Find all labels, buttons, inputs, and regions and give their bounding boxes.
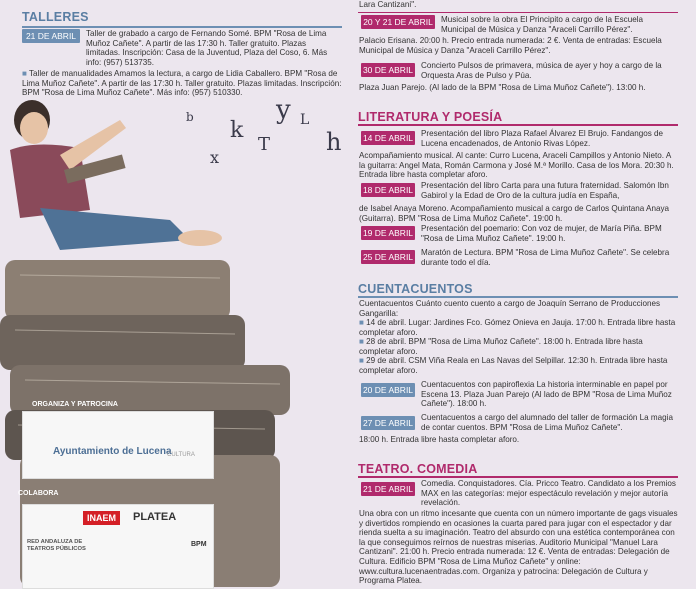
cuenta-item-1-label: 14 de abril. Lugar: Jardines Fco. Gómez Onieva en Jauja. 17:00 h. Entrada libre hasta completar aforo. bbox=[359, 318, 676, 337]
letter-y-decoration: y bbox=[276, 95, 291, 125]
boy-feet bbox=[178, 230, 222, 246]
letter-l-decoration: L bbox=[300, 112, 310, 128]
boy-face bbox=[20, 112, 48, 144]
bullet-icon: ■ bbox=[359, 356, 367, 365]
cuenta-item-3 bbox=[359, 356, 679, 375]
bullet-icon: ■ bbox=[359, 318, 367, 327]
date-badge: 18 DE ABRIL bbox=[362, 185, 414, 195]
cuenta-intro: Cuentacuentos Cuánto cuento cuento a cargo de Joaquín Serrano de Producciones Gangarilla: bbox=[359, 299, 661, 318]
bullet-icon: ■ bbox=[22, 69, 29, 78]
date-badge: 21 DE ABRIL bbox=[22, 29, 80, 43]
continued-text: Lara Cantizani". bbox=[359, 0, 417, 9]
date-badge: 14 DE ABRIL bbox=[362, 133, 414, 143]
bpm-logo: BPM bbox=[191, 541, 207, 548]
colabora-label: COLABORA bbox=[18, 490, 59, 497]
date-badge: 21 DE ABRIL bbox=[362, 484, 414, 494]
cuenta-item-3-label: 29 de abril. CSM Viña Reala en Las Navas del Selpillar. 12:30 h. Entrada libre hasta completar aforo. bbox=[359, 356, 668, 375]
teatro-detail: Una obra con un ritmo incesante que cuenta con un número importante de gags visuales y divertidos rompiendo en ocasiones la cuarta pared para jugar con el espectador y dar rienda suelta a su imaginación. Teatro del absurdo con una estética contemporánea con la que conseguimos reírnos de nuestras miserias. Auditorio Municipal "Manuel Lara Cantizani". 21:00 h. Precio entrada numerada: 12 €. Venta de entradas: Delegación de Cultura. Edificio BPM "Rosa de Lima Muñoz Cañete" y online: www.cultura.lucenaentradas.com. Organiza y patrocina: Delegación de Cultura y Programa Platea. bbox=[359, 509, 678, 586]
event-concierto-detail: Plaza Juan Parejo. (Al lado de la BPM "Rosa de Lima Muñoz Cañete"). 13:00 h. bbox=[359, 83, 646, 92]
cultura-label: CULTURA bbox=[167, 452, 195, 458]
event-principito-title: Musical sobre la obra El Principito a cargo de la Escuela Municipal de Música y Danza "Araceli Carrillo Pérez". bbox=[441, 15, 643, 34]
platea-logo: PLATEA bbox=[133, 511, 177, 523]
section-title-teatro: TEATRO. COMEDIA bbox=[358, 462, 478, 476]
letter-h-decoration: h bbox=[326, 128, 342, 156]
letter-x-decoration: x bbox=[210, 148, 220, 167]
section-title-cuentacuentos: CUENTACUENTOS bbox=[358, 282, 473, 296]
lit-4-title: Maratón de Lectura. BPM "Rosa de Lima Muñoz Cañete". Se celebra durante todo el día. bbox=[421, 248, 670, 267]
cuenta-item-2 bbox=[359, 337, 679, 356]
top-rule bbox=[358, 12, 678, 13]
taller-2-text bbox=[22, 69, 342, 98]
letter-b-decoration: b bbox=[186, 110, 194, 124]
lit-3-title: Presentación del poemario: Con voz de mujer, de María Piña. BPM "Rosa de Lima Muñoz Cañete". 19:00 h. bbox=[421, 224, 662, 243]
inaem-logo: INAEM bbox=[83, 511, 120, 525]
section-rule bbox=[358, 124, 678, 126]
section-rule bbox=[22, 26, 342, 28]
teatro-title: Comedia. Conquistadores. Cía. Pricco Teatro. Candidato a los Premios MAX en las categorías: mejor espectáculo revelación y mejor autoría revelación. bbox=[421, 479, 676, 508]
date-badge: 25 DE ABRIL bbox=[362, 252, 414, 262]
cuenta-event-1-title: Cuentacuentos con papiroflexia La historia interminable en papel por Escena 13. Plaza Juan Parejo (Al lado de BPM "Rosa de Lima Muñoz Cañete"). 18:00 h. bbox=[421, 380, 672, 409]
colaboradores-logo-box bbox=[22, 504, 214, 589]
letter-k-decoration: k bbox=[230, 118, 244, 143]
event-principito-detail: Palacio Erisana. 20:00 h. Precio entrada numerada: 2 €. Venta de entradas: Escuela Municipal de Música y Danza "Araceli Carrillo Pérez". bbox=[359, 36, 662, 55]
date-badge: 27 DE ABRIL bbox=[362, 418, 414, 428]
cuenta-item-1 bbox=[359, 318, 679, 337]
ayuntamiento-logo-box bbox=[22, 411, 214, 479]
letter-t-decoration: T bbox=[258, 134, 271, 155]
lit-2-title: Presentación del libro Carta para una futura fraternidad. Salomón Ibn Gabirol y la Edad de Oro de la cultura judía en España, bbox=[421, 181, 669, 200]
book-1 bbox=[5, 260, 230, 320]
lit-1-title: Presentación del libro Plaza Rafael Álvarez El Brujo. Fandangos de Lucena encadenados, de Antonio Rivas López. bbox=[421, 129, 664, 148]
cuenta-item-2-label: 28 de abril. BPM "Rosa de Lima Muñoz Cañete". 18:00 h. Entrada libre hasta completar aforo. bbox=[359, 337, 643, 356]
event-concierto-title: Concierto Pulsos de primavera, música de ayer y hoy a cargo de la Orquesta Aras de Pulso y Púa. bbox=[421, 61, 662, 80]
section-rule bbox=[358, 296, 678, 298]
cuenta-event-2-title: Cuentacuentos a cargo del alumnado del taller de formación La magia de contar cuentos. BPM "Rosa de Lima Muñoz Cañete". bbox=[421, 413, 673, 432]
taller-2-label: Taller de manualidades Amamos la lectura, a cargo de Lidia Caballero. BPM "Rosa de Lima Muñoz Cañete". A partir de las 17:30 h. Taller gratuito. Plazas limitadas. Inscripción: BPM "Rosa de Lima Muñoz Cañete". Más info: (957) 510330. bbox=[22, 69, 342, 98]
section-rule bbox=[358, 476, 678, 478]
boy-jeans bbox=[40, 208, 190, 250]
date-badge: 20 Y 21 DE ABRIL bbox=[361, 15, 435, 29]
date-badge: 20 DE ABRIL bbox=[362, 385, 414, 395]
cuenta-event-2-detail: 18:00 h. Entrada libre hasta completar aforo. bbox=[359, 435, 520, 444]
taller-1-text: Taller de grabado a cargo de Fernando Somé. BPM "Rosa de Lima Muñoz Cañete". A partir de las 17:30 h. Taller gratuito. Plazas limitadas. Inscripción: Casa de la Juventud, Plaza del Coso, 6. Más info: (957) 513735. bbox=[86, 29, 328, 67]
organiza-label: ORGANIZA Y PATROCINA bbox=[32, 401, 118, 408]
section-title-literatura: LITERATURA Y POESÍA bbox=[358, 110, 503, 124]
red-andaluza-logo: RED ANDALUZA DE TEATROS PÚBLICOS bbox=[27, 539, 86, 552]
date-badge: 30 DE ABRIL bbox=[362, 65, 414, 75]
ayuntamiento-name: Ayuntamiento de Lucena bbox=[53, 446, 172, 457]
lit-2-detail: de Isabel Anaya Moreno. Acompañamiento musical a cargo de Carlos Quintana Anaya (Guitarra). BPM "Rosa de Lima Muñoz Cañete". 19:00 h. bbox=[359, 204, 669, 223]
book-2 bbox=[0, 315, 245, 370]
bullet-icon: ■ bbox=[359, 337, 367, 346]
lit-1-detail: Acompañamiento musical. Al cante: Curro Lucena, Araceli Campillos y Antonio Nieto. A la guitarra: Angel Mata, Román Carmona y José M.ª Morillo. Casa de los Mora. 20:30 h. Entrada libre hasta completar aforo. bbox=[359, 151, 674, 180]
section-title-talleres: TALLERES bbox=[22, 10, 89, 24]
date-badge: 19 DE ABRIL bbox=[362, 228, 414, 238]
